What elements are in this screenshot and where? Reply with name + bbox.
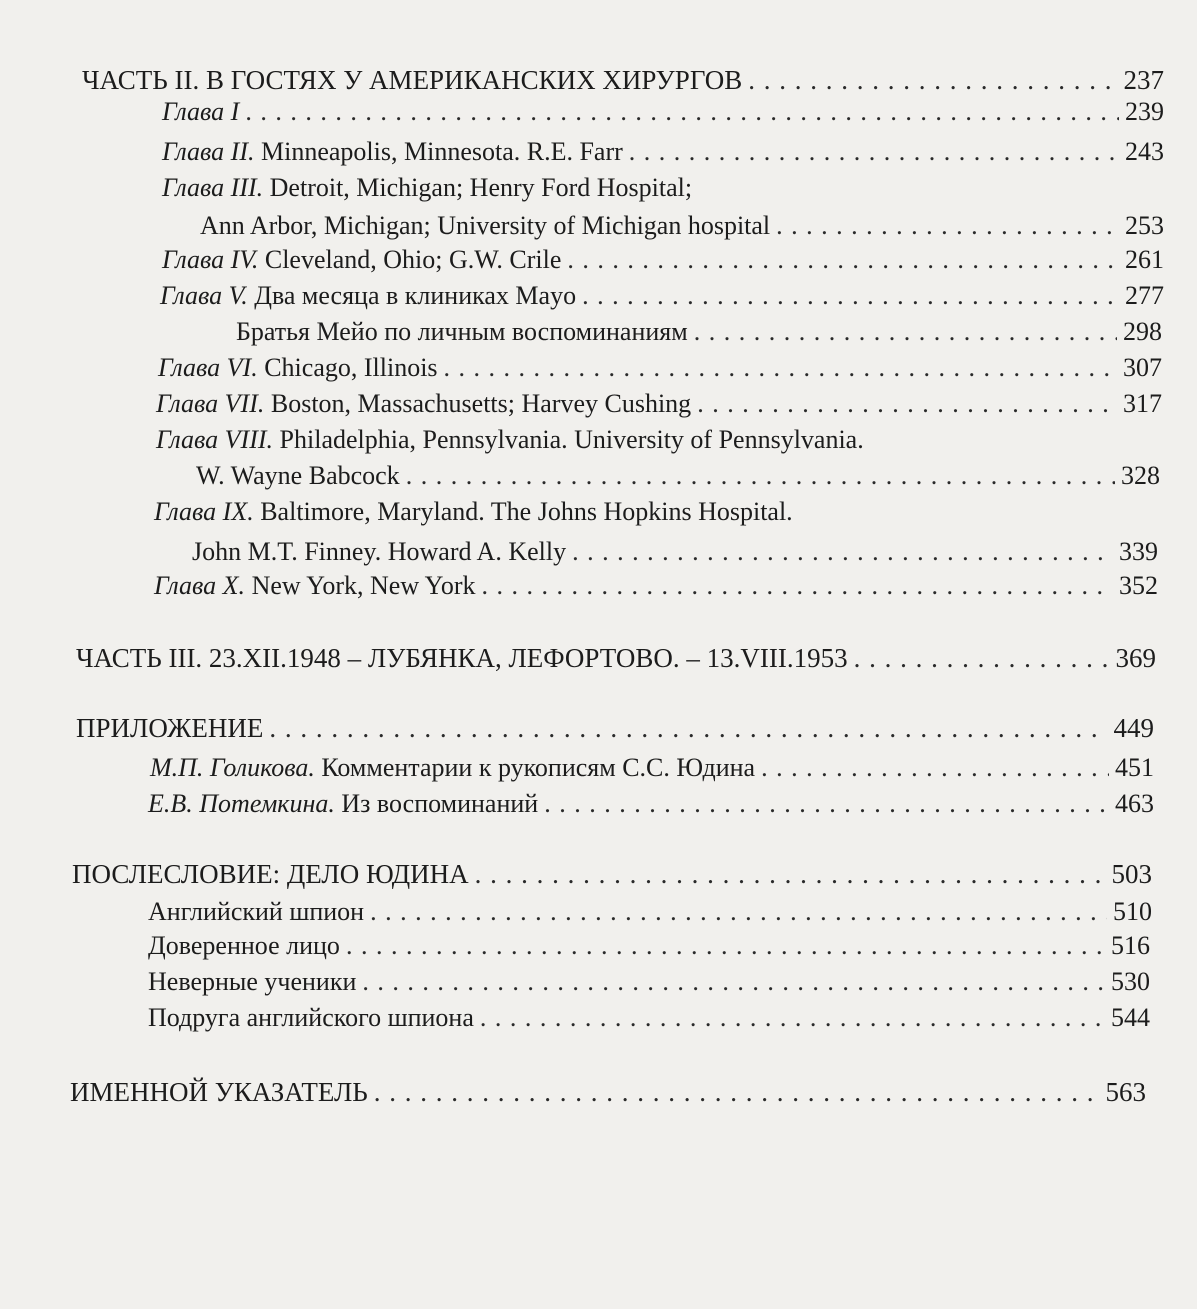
entry-title: Доверенное лицо: [148, 931, 340, 960]
page-number: 317: [1123, 389, 1162, 418]
page-number: 463: [1115, 789, 1154, 818]
chapter-label: Глава VI.: [158, 353, 258, 382]
page-number: 298: [1123, 317, 1162, 346]
page-number: 449: [1113, 713, 1154, 743]
toc-entry-chapter-8-cont: [196, 460, 1160, 492]
entry-title: John M.T. Finney. Howard A. Kelly: [192, 537, 567, 566]
dot-leader: [697, 388, 1117, 420]
page-number: 530: [1111, 967, 1150, 996]
chapter-label: Глава VIII.: [156, 425, 274, 454]
entry-title: Комментарии к рукописям С.С. Юдина: [314, 753, 756, 782]
page-number: 503: [1111, 859, 1152, 889]
author-label: М.П. Голикова.: [150, 753, 315, 782]
page-number: 237: [1123, 65, 1164, 95]
page-number: 339: [1119, 537, 1158, 566]
toc-entry-chapter-5-sub: [236, 316, 1162, 348]
page-number: 352: [1119, 571, 1158, 600]
dot-leader: [761, 752, 1109, 784]
page-number: 307: [1123, 353, 1162, 382]
chapter-label: Глава I: [162, 97, 240, 126]
dot-leader: [374, 1076, 1100, 1108]
page-number: 563: [1105, 1077, 1146, 1107]
dot-leader: [346, 930, 1105, 962]
dot-leader: [245, 96, 1119, 128]
page-number: 328: [1121, 461, 1160, 490]
toc-entry-afterword: [72, 858, 1152, 890]
toc-entry-chapter-7: [156, 388, 1162, 420]
page-number: 239: [1125, 97, 1164, 126]
toc-entry-afterword-2: [148, 930, 1150, 962]
chapter-label: Глава V.: [160, 281, 248, 310]
chapter-label: Глава IV.: [162, 245, 259, 274]
entry-title: Philadelphia, Pennsylvania. University of Pennsylvania.: [273, 425, 864, 454]
dot-leader: [370, 896, 1107, 928]
entry-title: ЧАСТЬ III. 23.XII.1948 – ЛУБЯНКА, ЛЕФОРТОВО. – 13.VIII.1953: [76, 643, 848, 673]
entry-title: Братья Мейо по личным воспоминаниям: [236, 317, 688, 346]
toc-entry-chapter-9-cont: [192, 536, 1158, 568]
toc-entry-chapter-9: [154, 496, 793, 528]
toc-entry-part-3: [76, 642, 1156, 674]
toc-entry-chapter-4: [162, 244, 1164, 276]
chapter-label: Глава VII.: [156, 389, 265, 418]
dot-leader: [572, 536, 1113, 568]
dot-leader: [776, 210, 1119, 242]
entry-title: Baltimore, Maryland. The Johns Hopkins Hospital.: [253, 497, 793, 526]
toc-entry-chapter-6: [158, 352, 1162, 384]
page-number: 369: [1115, 643, 1156, 673]
toc-entry-chapter-2: [162, 136, 1164, 168]
toc-entry-chapter-3-cont: [200, 210, 1164, 242]
toc-entry-chapter-3: [162, 172, 692, 204]
chapter-label: Глава II.: [162, 137, 255, 166]
entry-title: New York, New York: [245, 571, 476, 600]
entry-title: Два месяца в клиниках Mayo: [247, 281, 577, 310]
page-number: 253: [1125, 211, 1164, 240]
dot-leader: [444, 352, 1117, 384]
chapter-label: Глава X.: [154, 571, 246, 600]
toc-entry-index: [70, 1076, 1146, 1108]
entry-title: Неверные ученики: [148, 967, 357, 996]
entry-title: ПОСЛЕСЛОВИЕ: ДЕЛО ЮДИНА: [72, 859, 469, 889]
dot-leader: [748, 64, 1117, 96]
entry-title: ЧАСТЬ II. В ГОСТЯХ У АМЕРИКАНСКИХ ХИРУРГОВ: [82, 65, 743, 95]
entry-title: Ann Arbor, Michigan; University of Michigan hospital: [200, 211, 771, 240]
dot-leader: [481, 570, 1113, 602]
dot-leader: [567, 244, 1119, 276]
page-number: 544: [1111, 1003, 1150, 1032]
page-number: 510: [1113, 897, 1152, 926]
entry-title: Подруга английского шпиона: [148, 1003, 474, 1032]
toc-entry-chapter-1: [162, 96, 1164, 128]
page-number: 516: [1111, 931, 1150, 960]
author-label: Е.В. Потемкина.: [148, 789, 335, 818]
dot-leader: [854, 642, 1110, 674]
toc-entry-appendix-2: [148, 788, 1154, 820]
toc-entry-part-2: [82, 64, 1164, 96]
entry-title: ПРИЛОЖЕНИЕ: [76, 713, 264, 743]
entry-title: W. Wayne Babcock: [196, 461, 400, 490]
toc-entry-afterword-3: [148, 966, 1150, 998]
dot-leader: [480, 1002, 1105, 1034]
entry-title: Minneapolis, Minnesota. R.E. Farr: [254, 137, 623, 166]
page-number: 277: [1125, 281, 1164, 310]
dot-leader: [475, 858, 1106, 890]
entry-title: Cleveland, Ohio; G.W. Crile: [258, 245, 562, 274]
dot-leader: [694, 316, 1117, 348]
entry-title: Boston, Massachusetts; Harvey Cushing: [264, 389, 692, 418]
dot-leader: [629, 136, 1119, 168]
toc-entry-appendix: [76, 712, 1154, 744]
page-number: 243: [1125, 137, 1164, 166]
entry-title: ИМЕННОЙ УКАЗАТЕЛЬ: [70, 1077, 368, 1107]
dot-leader: [362, 966, 1105, 998]
chapter-label: Глава III.: [162, 173, 264, 202]
dot-leader: [582, 280, 1119, 312]
chapter-label: Глава IX.: [154, 497, 254, 526]
dot-leader: [406, 460, 1115, 492]
page-number: 451: [1115, 753, 1154, 782]
toc-entry-appendix-1: [150, 752, 1154, 784]
entry-title: Chicago, Illinois: [257, 353, 438, 382]
dot-leader: [269, 712, 1107, 744]
dot-leader: [544, 788, 1109, 820]
entry-title: Английский шпион: [148, 897, 365, 926]
toc-entry-chapter-8: [156, 424, 864, 456]
toc-entry-chapter-10: [154, 570, 1158, 602]
toc-entry-chapter-5: [160, 280, 1164, 312]
toc-entry-afterword-4: [148, 1002, 1150, 1034]
entry-title: Detroit, Michigan; Henry Ford Hospital;: [263, 173, 693, 202]
page-number: 261: [1125, 245, 1164, 274]
toc-entry-afterword-1: [148, 896, 1152, 928]
entry-title: Из воспоминаний: [334, 789, 539, 818]
